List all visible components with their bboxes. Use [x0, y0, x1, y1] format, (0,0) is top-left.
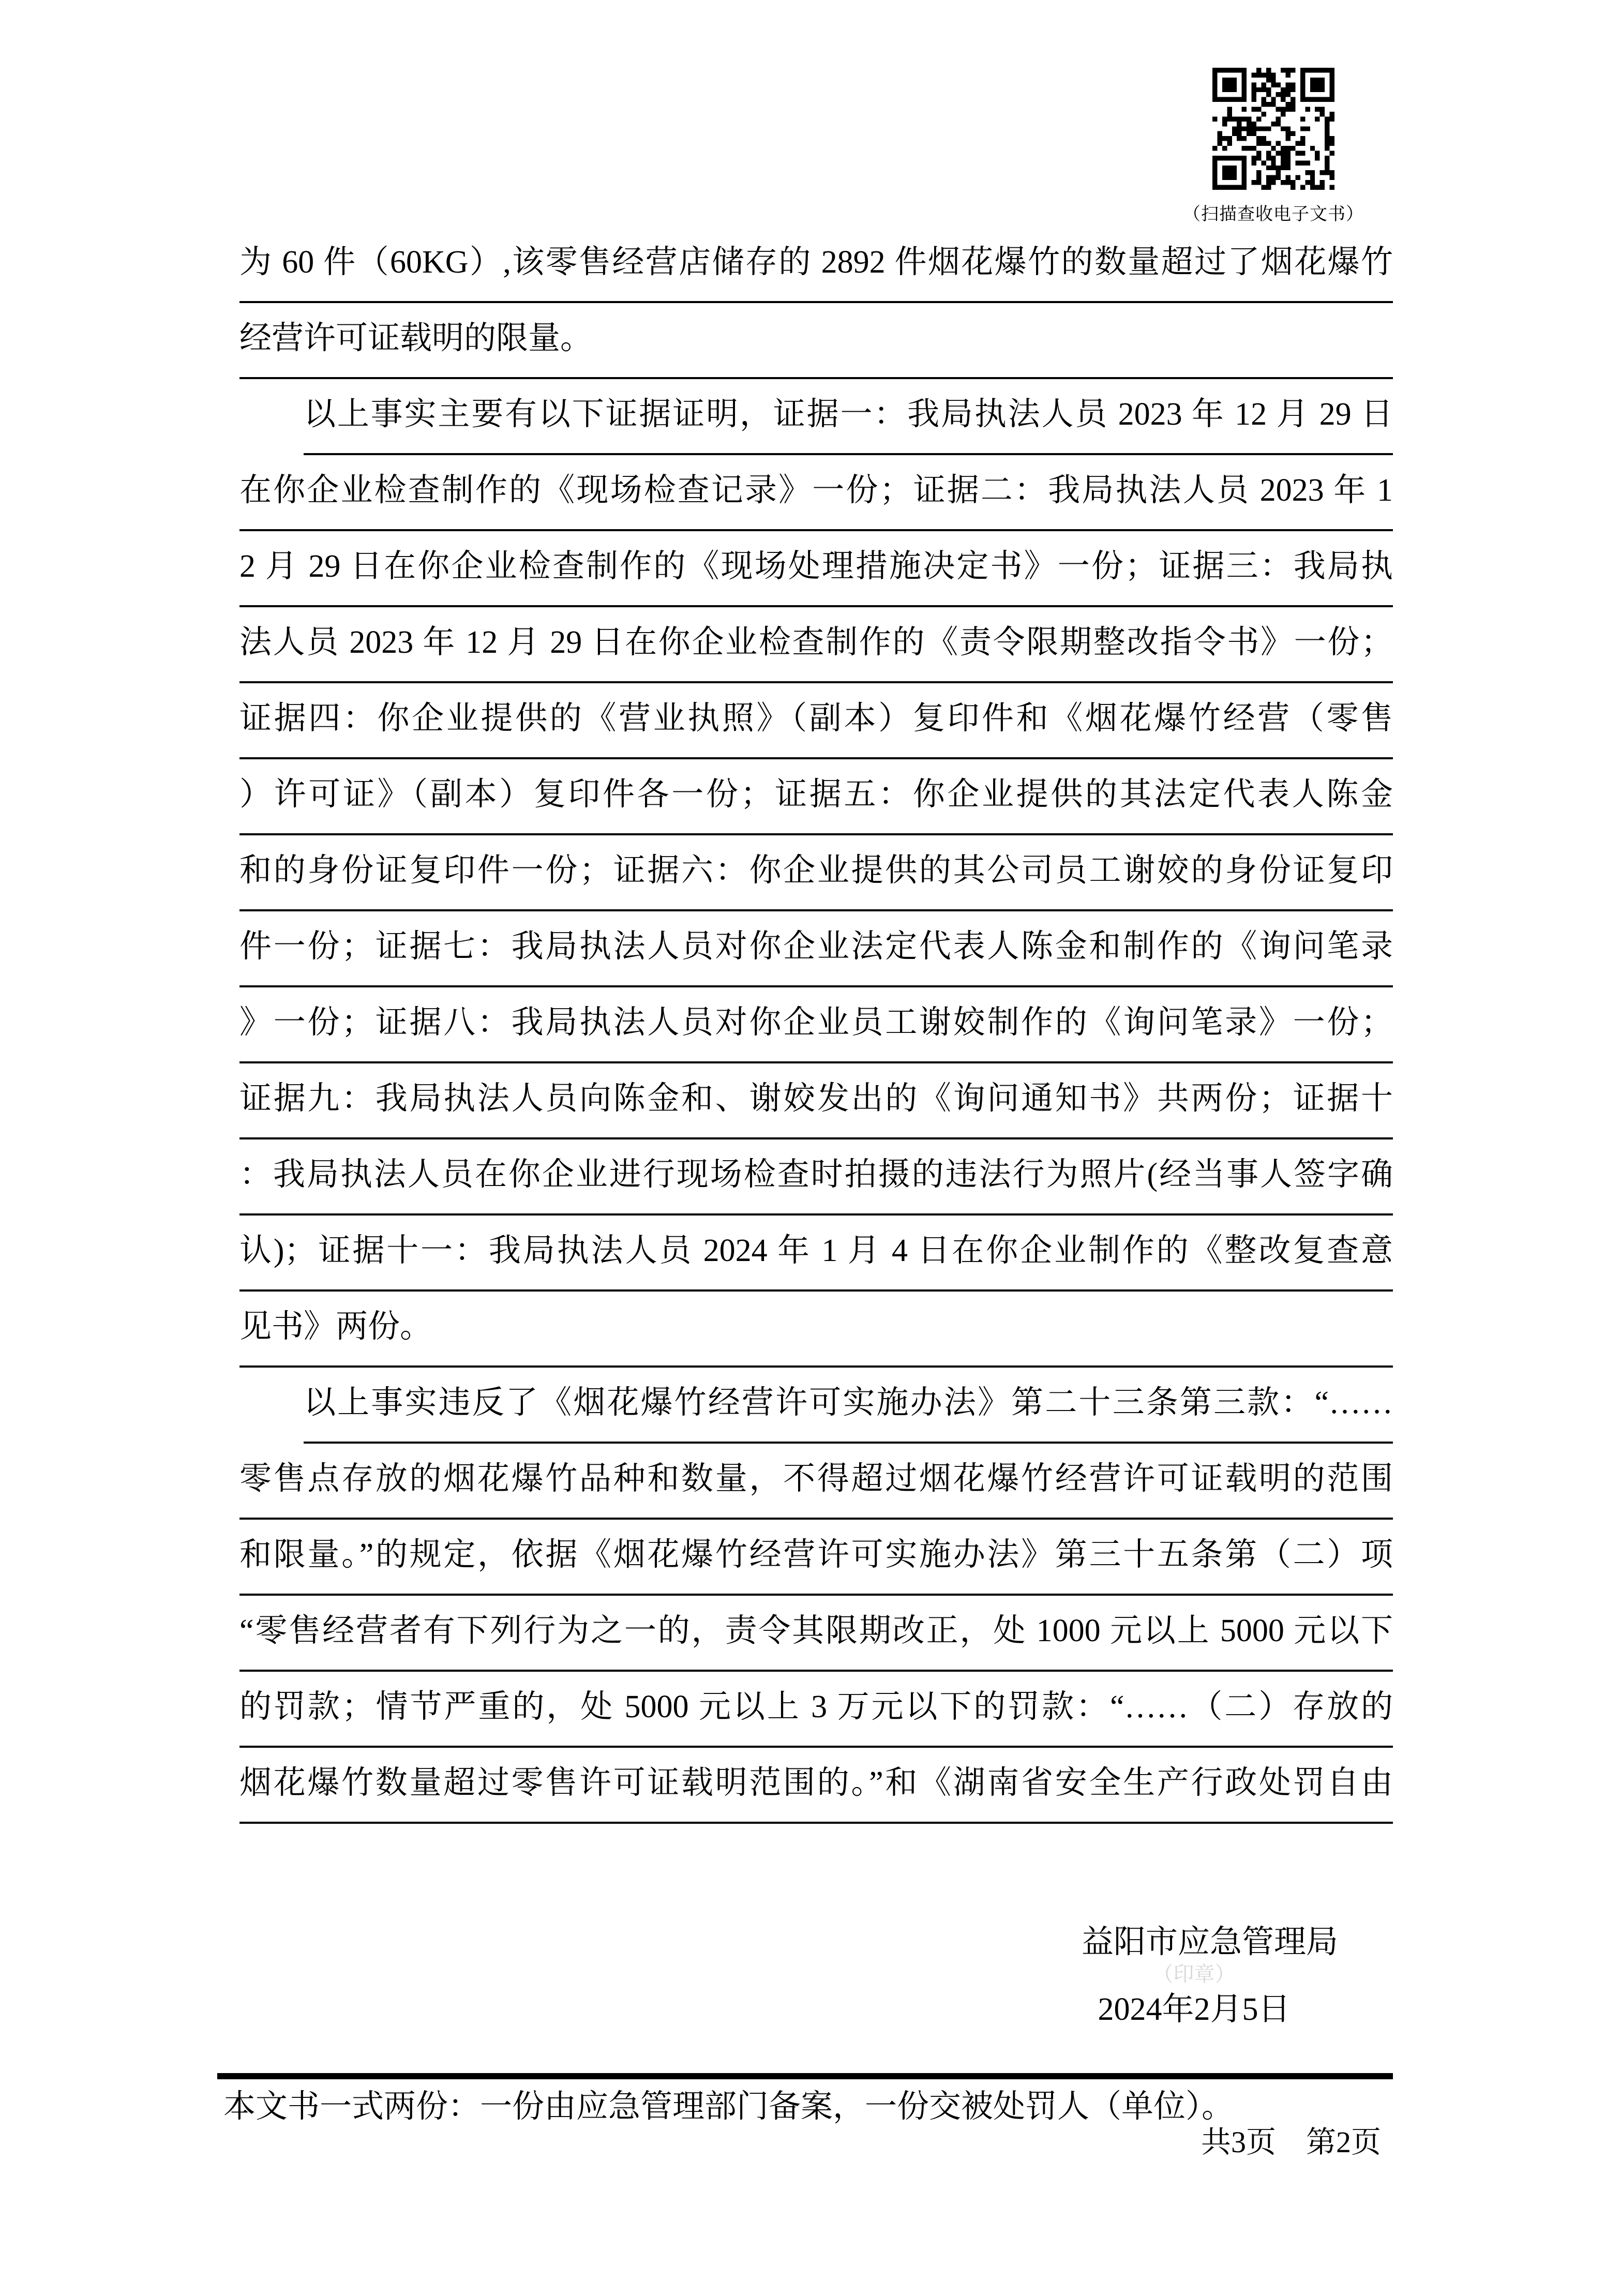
- page-number: 共3页 第2页: [1201, 2125, 1381, 2159]
- body-line: 和限量。”的规定，依据《烟花爆竹经营许可实施办法》第三十五条第（二）项: [239, 1520, 1393, 1596]
- body-line: ：我局执法人员在你企业进行现场检查时拍摄的违法行为照片(经当事人签字确: [239, 1139, 1393, 1215]
- body-line: 以上事实主要有以下证据证明，证据一：我局执法人员 2023 年 12 月 29 日: [304, 379, 1393, 455]
- issue-date: 2024年2月5日: [1098, 1992, 1291, 2027]
- body-line: “零售经营者有下列行为之一的，责令其限期改正，处 1000 元以上 5000 元以下: [239, 1596, 1393, 1672]
- footer-note: 本文书一式两份：一份由应急管理部门备案，一份交被处罚人（单位）。: [223, 2089, 1234, 2124]
- body-line: 为 60 件（60KG）,该零售经营店储存的 2892 件烟花爆竹的数量超过了烟花爆竹: [239, 227, 1393, 303]
- body-line: 经营许可证载明的限量。: [239, 303, 1393, 379]
- body-line: 认)；证据十一：我局执法人员 2024 年 1 月 4 日在你企业制作的《整改复查意: [239, 1215, 1393, 1292]
- body-line: 2 月 29 日在你企业检查制作的《现场处理措施决定书》一份；证据三：我局执: [239, 531, 1393, 607]
- body-line: 见书》两份。: [239, 1292, 1393, 1368]
- body-line: 烟花爆竹数量超过零售许可证载明范围的。”和《湖南省安全生产行政处罚自由: [239, 1748, 1393, 1824]
- body-line: 的罚款；情节严重的，处 5000 元以上 3 万元以下的罚款：“……（二）存放的: [239, 1672, 1393, 1748]
- body-line: 法人员 2023 年 12 月 29 日在你企业检查制作的《责令限期整改指令书》一份；: [239, 607, 1393, 683]
- footer-divider: [217, 2073, 1393, 2079]
- body-line: 证据四：你企业提供的《营业执照》（副本）复印件和《烟花爆竹经营（零售: [239, 683, 1393, 759]
- qr-code-icon: [1212, 68, 1334, 190]
- body-line: 零售点存放的烟花爆竹品种和数量，不得超过烟花爆竹经营许可证载明的范围: [239, 1444, 1393, 1520]
- document-body: [239, 227, 1393, 1824]
- seal-placeholder: （印章）: [1152, 1962, 1236, 1986]
- qr-caption: （扫描查收电子文书）: [1183, 205, 1364, 224]
- body-line: 以上事实违反了《烟花爆竹经营许可实施办法》第二十三条第三款：“……: [304, 1368, 1393, 1444]
- body-line: 》一份；证据八：我局执法人员对你企业员工谢姣制作的《询问笔录》一份；: [239, 987, 1393, 1063]
- body-line: 和的身份证复印件一份；证据六：你企业提供的其公司员工谢姣的身份证复印: [239, 835, 1393, 911]
- body-line: ）许可证》（副本）复印件各一份；证据五：你企业提供的其法定代表人陈金: [239, 759, 1393, 835]
- body-line: 件一份；证据七：我局执法人员对你企业法定代表人陈金和制作的《询问笔录: [239, 911, 1393, 987]
- body-line: 证据九：我局执法人员向陈金和、谢姣发出的《询问通知书》共两份；证据十: [239, 1063, 1393, 1139]
- body-line: 在你企业检查制作的《现场检查记录》一份；证据二：我局执法人员 2023 年 1: [239, 455, 1393, 531]
- issuing-agency: 益阳市应急管理局: [1082, 1925, 1339, 1960]
